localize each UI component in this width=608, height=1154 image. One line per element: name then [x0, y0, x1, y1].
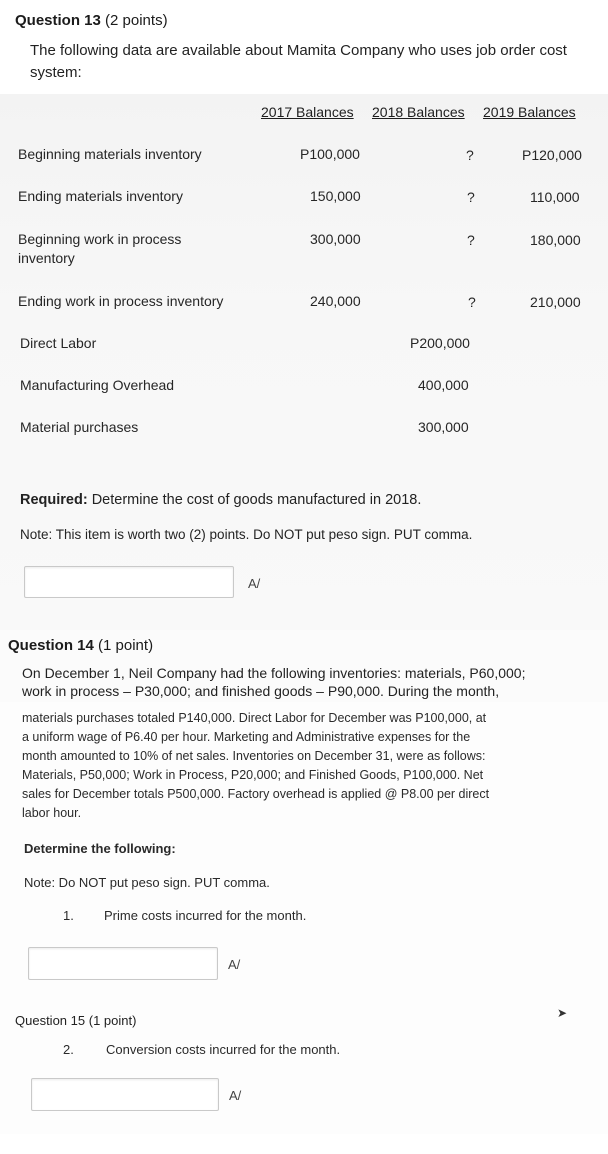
question-13-data-table [0, 94, 608, 630]
required-label: Required: [20, 492, 88, 508]
conversion-costs-answer-input[interactable] [31, 1078, 219, 1111]
bottom-margin [0, 1134, 608, 1154]
value-2019-beginning-wip: 180,000 [530, 232, 581, 248]
question-14-title [8, 637, 153, 654]
row-label-manufacturing-overhead: Manufacturing Overhead [20, 377, 175, 393]
mouse-cursor-icon: ➤ [557, 1006, 568, 1020]
spellcheck-icon[interactable]: A/ [228, 957, 241, 972]
row-label-beginning-wip-line1: Beginning work in process [18, 231, 182, 247]
row-label-ending-wip: Ending work in process inventory [18, 293, 224, 309]
question-14-para-line5: sales for December totals P500,000. Factory overhead is applied @ P8.00 per direct [22, 787, 490, 801]
row-label-beginning-materials: Beginning materials inventory [18, 146, 202, 162]
question-14-points: (1 point) [98, 637, 154, 654]
question-14-intro-line2: work in process – P30,000; and finished goods – P90,000. During the month, [22, 683, 500, 699]
row-label-material-purchases: Material purchases [20, 419, 139, 435]
question-15-number: Question 15 [15, 1013, 86, 1028]
row-label-direct-labor: Direct Labor [20, 335, 97, 351]
question-14-para-line6: labor hour. [22, 806, 82, 820]
value-2018-material-purchases: 300,000 [418, 419, 469, 435]
question-15-title [15, 1013, 136, 1028]
question-14-para-line1: materials purchases totaled P140,000. Direct Labor for December was P100,000, at [22, 711, 487, 725]
question-13-intro-line1: The following data are available about Mamita Company who uses job order cost [30, 42, 567, 59]
value-2018-direct-labor: P200,000 [410, 335, 470, 351]
question-14-para-line4: Materials, P50,000; Work in Process, P20,000; and Finished Goods, P100,000. Net [22, 768, 484, 782]
question-13-number: Question 13 [15, 12, 101, 29]
item-2-text: Conversion costs incurred for the month. [106, 1042, 341, 1057]
value-2019-ending-wip: 210,000 [530, 294, 581, 310]
value-2018-manufacturing-overhead: 400,000 [418, 377, 469, 393]
question-13-required [20, 490, 421, 511]
question-13-header [0, 0, 608, 94]
value-2018-beginning-materials: ? [466, 147, 474, 163]
value-2019-ending-materials: 110,000 [530, 189, 580, 205]
question-13-note: Note: This item is worth two (2) points. Do NOT put peso sign. PUT comma. [20, 527, 473, 542]
value-2017-ending-materials: 150,000 [310, 188, 361, 204]
item-1-number: 1. [63, 908, 74, 923]
question-14-note: Note: Do NOT put peso sign. PUT comma. [24, 875, 270, 890]
value-2017-beginning-wip: 300,000 [310, 231, 361, 247]
question-14-body [0, 702, 608, 1134]
question-14-header [0, 630, 608, 702]
row-label-ending-materials: Ending materials inventory [18, 188, 183, 204]
question-13-answer-input[interactable] [24, 566, 234, 598]
determine-heading: Determine the following: [24, 841, 176, 856]
column-header-2018: 2018 Balances [372, 104, 465, 120]
value-2018-ending-materials: ? [467, 189, 475, 205]
prime-costs-answer-input[interactable] [28, 947, 218, 980]
question-13-title [15, 12, 168, 29]
spellcheck-icon[interactable]: A/ [229, 1088, 242, 1103]
value-2017-beginning-materials: P100,000 [300, 146, 360, 162]
value-2019-beginning-materials: P120,000 [522, 147, 582, 163]
value-2017-ending-wip: 240,000 [310, 293, 361, 309]
item-2-number: 2. [63, 1042, 74, 1057]
question-13-intro-line2: system: [30, 64, 82, 81]
question-13-points: (2 points) [105, 12, 168, 29]
value-2018-beginning-wip: ? [467, 232, 475, 248]
question-14-para-line3: month amounted to 10% of net sales. Inventories on December 31, were as follows: [22, 749, 486, 763]
question-14-number: Question 14 [8, 637, 94, 654]
question-14-para-line2: a uniform wage of P6.40 per hour. Marketing and Administrative expenses for the [22, 730, 471, 744]
item-1-text: Prime costs incurred for the month. [104, 908, 307, 923]
spellcheck-icon[interactable]: A/ [248, 576, 261, 591]
required-text: Determine the cost of goods manufactured in 2018. [91, 492, 422, 508]
column-header-2017: 2017 Balances [261, 104, 354, 120]
row-label-beginning-wip-line2: inventory [18, 250, 75, 266]
value-2018-ending-wip: ? [468, 294, 476, 310]
question-14-intro-line1: On December 1, Neil Company had the following inventories: materials, P60,000; [22, 665, 526, 681]
question-15-points: (1 point) [88, 1013, 137, 1028]
column-header-2019: 2019 Balances [483, 104, 576, 120]
